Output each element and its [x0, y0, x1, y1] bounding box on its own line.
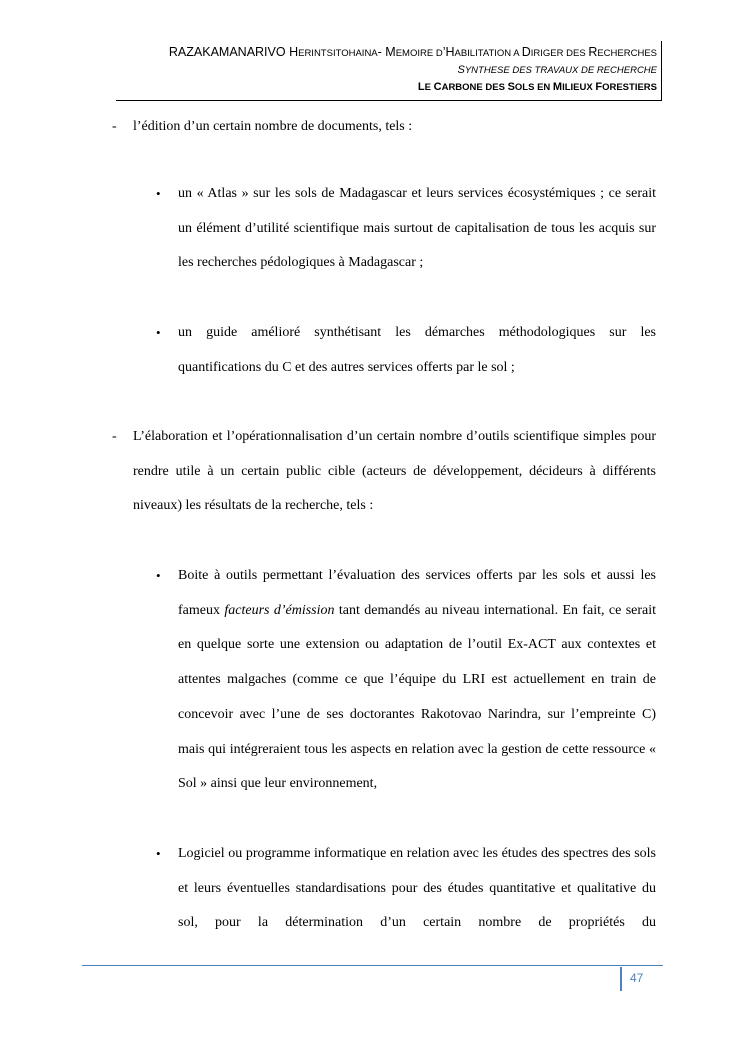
header-text: E: [424, 82, 434, 93]
sub-item-text: un guide amélioré synthétisant les démarches méthodologiques sur les quantifications du C et des autres services offerts par le sol ;: [178, 325, 656, 375]
sub-item-text: un « Atlas » sur les sols de Madagascar et leurs services écosystémiques ; ce serait un élément d’utilité scientifique mais surtout de capitalisation de tous les acquis sur les recherches pédologiques à Madagascar ;: [178, 186, 656, 271]
header-text: ’H: [442, 45, 455, 59]
header-text: R: [588, 45, 598, 59]
header-text: RAZAKAMANARIVO: [168, 45, 290, 59]
header-subtitle: [169, 62, 657, 79]
header-text: M: [552, 81, 563, 93]
header-author-title: [169, 44, 657, 62]
sub-item-text-part: tant demandés au niveau international. En fait, ce serait en quelque sorte une extension ou adaptation de l’outil Ex-ACT aux contextes et attentes malgaches (comme ce que l’équipe du LRI est actuellement en train de concevoir avec l’une de ses doctorantes Rakotovao Narindra, sur l’empreinte C) mais qui intégreraient tous les aspects en relation avec la gestion de cette ressource « Sol » ainsi que leur environnement,: [178, 602, 657, 792]
footer-vertical-rule: [620, 967, 622, 991]
dash-marker: -: [112, 429, 117, 444]
bullet-marker: •: [156, 325, 161, 340]
sub-item-text-part: Boite à outils permettant l’évaluation des services offerts par les sols et aussi les fameux: [178, 568, 656, 618]
header-text: S: [457, 64, 465, 76]
header-text: H: [289, 45, 299, 59]
header-text: OLS EN: [514, 82, 553, 93]
header-text: EMOIRE D: [395, 48, 443, 59]
header-text: ORESTIERS: [602, 82, 657, 93]
list-item-text: l’édition d’un certain nombre de documents, tels :: [133, 119, 413, 134]
sub-item-toolbox: [178, 559, 656, 802]
header-text: F: [595, 81, 603, 93]
sub-item-guide: [178, 316, 656, 385]
header-section: [169, 79, 657, 96]
page-number: 47: [630, 971, 644, 985]
header-text: C: [433, 81, 442, 93]
running-header: [169, 44, 657, 96]
sub-item-atlas: [178, 177, 656, 281]
header-text: - M: [377, 45, 396, 59]
header-text: YNTHESE DES TRAVAUX DE RECHERCHE: [464, 65, 657, 76]
bullet-marker: •: [156, 568, 161, 583]
bullet-marker: •: [156, 186, 161, 201]
sub-item-text: Logiciel ou programme informatique en relation avec les études des spectres des sols et leurs éventuelles standardisations pour des études quantitative et qualitative du sol, pour la détermination d’un certain nombre de propriétés du: [178, 846, 656, 931]
header-text: ERINTSITOHAINA: [298, 48, 378, 59]
header-text: ARBONE DES: [441, 82, 508, 93]
footer-rule: [82, 965, 663, 966]
header-text: ECHERCHES: [597, 48, 657, 59]
dash-marker: -: [112, 119, 117, 134]
header-text: ABILITATION A: [454, 48, 522, 59]
header-horizontal-rule: [116, 100, 662, 101]
emphasis-text: facteurs d’émission: [224, 602, 335, 618]
list-item-editions: [133, 110, 656, 145]
header-vertical-rule: [661, 41, 662, 100]
bullet-marker: •: [156, 846, 161, 861]
sub-item-text: [178, 559, 656, 802]
header-text: ILIEUX: [562, 82, 596, 93]
header-text: D: [521, 45, 531, 59]
sub-item-software: [178, 837, 656, 941]
list-item-tools: [133, 420, 656, 524]
header-text: L: [417, 81, 425, 93]
header-text: S: [507, 81, 515, 93]
header-text: IRIGER DES: [530, 48, 589, 59]
list-item-text: L’élaboration et l’opérationnalisation d’un certain nombre d’outils scientifique simples pour rendre utile à un certain public cible (acteurs de développement, décideurs à différents niveaux) les résultats de la recherche, tels :: [133, 429, 656, 514]
